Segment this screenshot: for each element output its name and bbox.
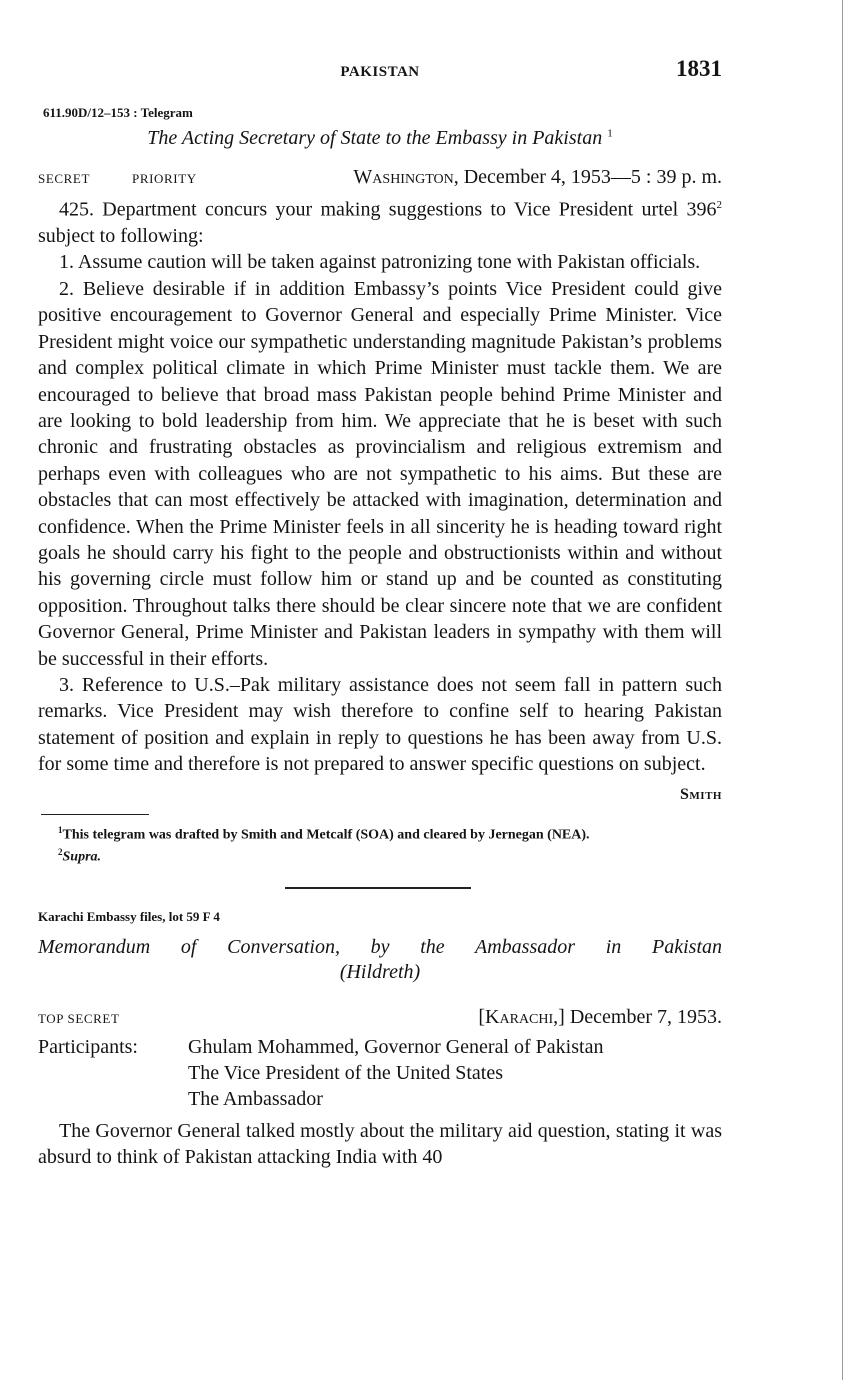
participant-list <box>188 1034 603 1112</box>
dateline <box>353 166 722 189</box>
telegram-header-line <box>38 166 722 189</box>
page-edge-rule <box>842 0 843 1380</box>
participant-item: The Ambassador <box>188 1087 323 1110</box>
memo-dateline <box>478 1006 722 1029</box>
memo-dateline-place: [Karachi,] <box>478 1005 565 1028</box>
page-number: 1831 <box>676 56 722 81</box>
footnote-1-mark: 1 <box>58 825 63 836</box>
signature: Smith <box>680 785 722 803</box>
footnote-rule <box>41 814 149 816</box>
footnotes <box>38 822 722 865</box>
precedence: PRIORITY <box>132 171 197 186</box>
paragraph-intro <box>38 192 722 249</box>
running-title: PAKISTAN <box>340 64 420 80</box>
document-title <box>38 127 722 150</box>
footnote-ref-2: 2 <box>716 199 722 211</box>
footnote-2-text: Supra. <box>62 849 102 865</box>
footnote-ref-1: 1 <box>607 127 613 140</box>
participant-item: The Vice President of the United States <box>188 1061 504 1084</box>
paragraph-2: 2. Believe desirable if in addition Embassy’s points Vice President could give positive encouragement to Governor General and especially Prime Minister. Vice President might voice our sympathetic understanding magnitude Pakistan’s problems and complex political climate in which Prime Minister must tackle them. We are encouraged to believe that broad mass Pakistan people behind Prime Minister and are looking to bold leadership from him. We appreciate that he is beset with such chronic and frustrating obstacles as provincialism and religious extremism and perhaps even with colleagues who are not sympathetic to his aims. But these are obstacles that can most effectively be attacked with imagination, determination and confidence. When the Prime Minister feels in all sincerity he is heading toward right goals he should carry his fight to the people and obstructionists within and without his governing circle must follow him or stand up and be counted as constituting opposition. Throughout talks there should be clear sincere note that we are confident Governor General, Prime Minister and Pakistan leaders in sympathy with them will be successful in their efforts. <box>38 277 722 670</box>
participant-item: Ghulam Mohammed, Governor General of Pakistan <box>188 1035 604 1058</box>
classification: SECRET <box>38 171 90 186</box>
footnote-1 <box>38 822 722 844</box>
dateline-place: Washington <box>353 166 454 188</box>
paragraph-intro-tail: subject to following: <box>38 225 204 248</box>
document-title-text: The Acting Secretary of State to the Embassy in Pakistan <box>147 127 603 149</box>
memo-paragraph-1: The Governor General talked mostly about the military aid question, stating it was absurd to think of Pakistan attacking India with 40 <box>38 1119 722 1169</box>
memo-title: Memorandum of Conversation, by the Ambassador in Pakistan <box>38 935 722 958</box>
footnote-1-text: This telegram was drafted by Smith and Metcalf (SOA) and cleared by Jernegan (NEA). <box>62 827 590 843</box>
file-reference: 611.90D/12–153 : Telegram <box>43 105 193 120</box>
dateline-date: , December 4, 1953—5 : 39 p. m. <box>453 166 722 188</box>
paragraph-3: 3. Reference to U.S.–Pak military assistance does not seem fall in pattern such remarks. Vice President may wish therefore to confine self to hearing Pakistan statement of position and explain in reply to questions he has been away from U.S. for some time and therefore is not prepared to answer specific questions on subject. <box>38 673 722 776</box>
memo-author: (Hildreth) <box>339 960 421 983</box>
file-reference-2: Karachi Embassy files, lot 59 F 4 <box>38 908 220 924</box>
memo-dateline-date: December 7, 1953. <box>564 1005 722 1028</box>
participants-label: Participants: <box>38 1035 138 1058</box>
section-divider <box>285 887 471 889</box>
running-head <box>38 56 722 90</box>
memo-header-line <box>38 1006 722 1029</box>
paragraph-intro-text: 425. Department concurs your making suggestions to Vice President urtel 396 <box>59 198 717 221</box>
footnote-2 <box>38 844 722 866</box>
footnote-2-mark: 2 <box>58 846 63 857</box>
paragraph-1: 1. Assume caution will be taken against patronizing tone with Pakistan officials. <box>59 251 701 274</box>
document-page <box>38 56 722 1171</box>
participants-block <box>38 1034 722 1112</box>
memo-classification: TOP SECRET <box>38 1010 120 1026</box>
